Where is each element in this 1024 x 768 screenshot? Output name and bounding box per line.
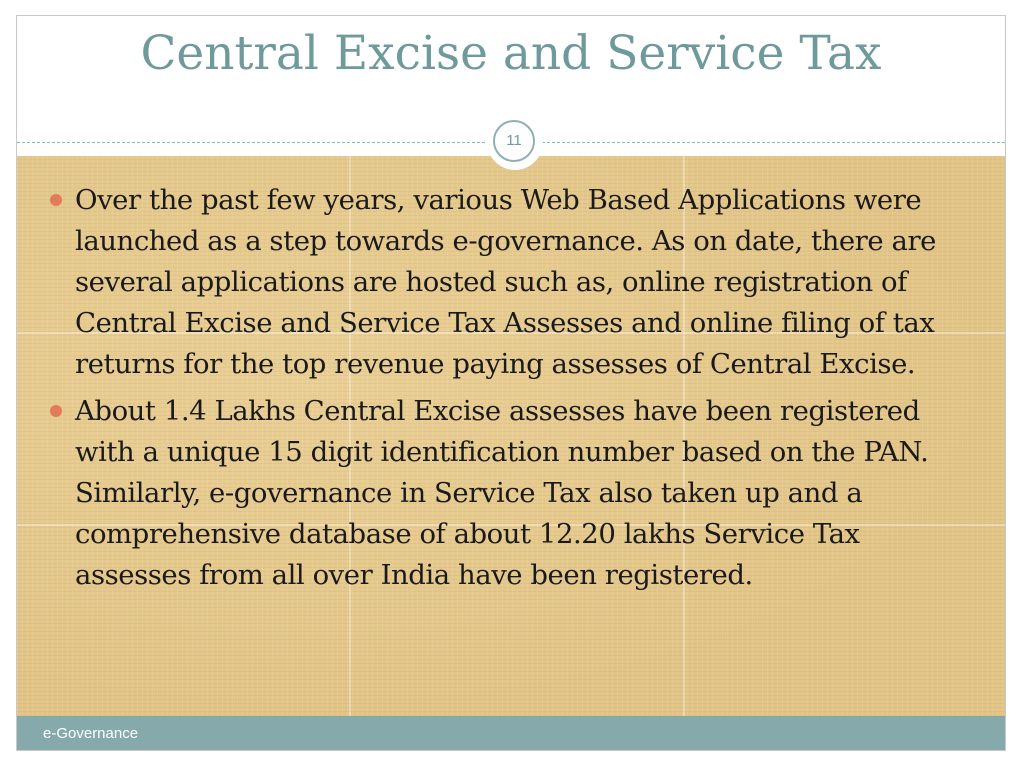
bullet-text: About 1.4 Lakhs Central Excise assesses have been registered with a unique 15 digit identification number based on the PAN. Similarly, e-governance in Service Tax also taken up and a comprehensive database of about 12.20 lakhs Service Tax assesses from all over India have been registered. bbox=[75, 395, 929, 591]
slide-number: 11 bbox=[493, 120, 535, 162]
bullet-icon bbox=[50, 405, 62, 417]
footer-bar bbox=[17, 716, 1005, 750]
slide bbox=[16, 15, 1006, 751]
slide-number-badge bbox=[487, 114, 543, 170]
bullet-icon bbox=[50, 194, 62, 206]
slide-title: Central Excise and Service Tax bbox=[140, 26, 882, 81]
bullet-text: Over the past few years, various Web Based Applications were launched as a step towards e-governance. As on date, there are several applications are hosted such as, online registration of Central Excise and Service Tax Assesses and online filing of tax returns for the top revenue paying assesses of Central Excise. bbox=[75, 184, 936, 380]
bullet-list bbox=[47, 180, 977, 602]
bullet-item bbox=[47, 391, 977, 596]
bullet-item bbox=[47, 180, 977, 385]
footer-text: e-Governance bbox=[43, 725, 139, 742]
